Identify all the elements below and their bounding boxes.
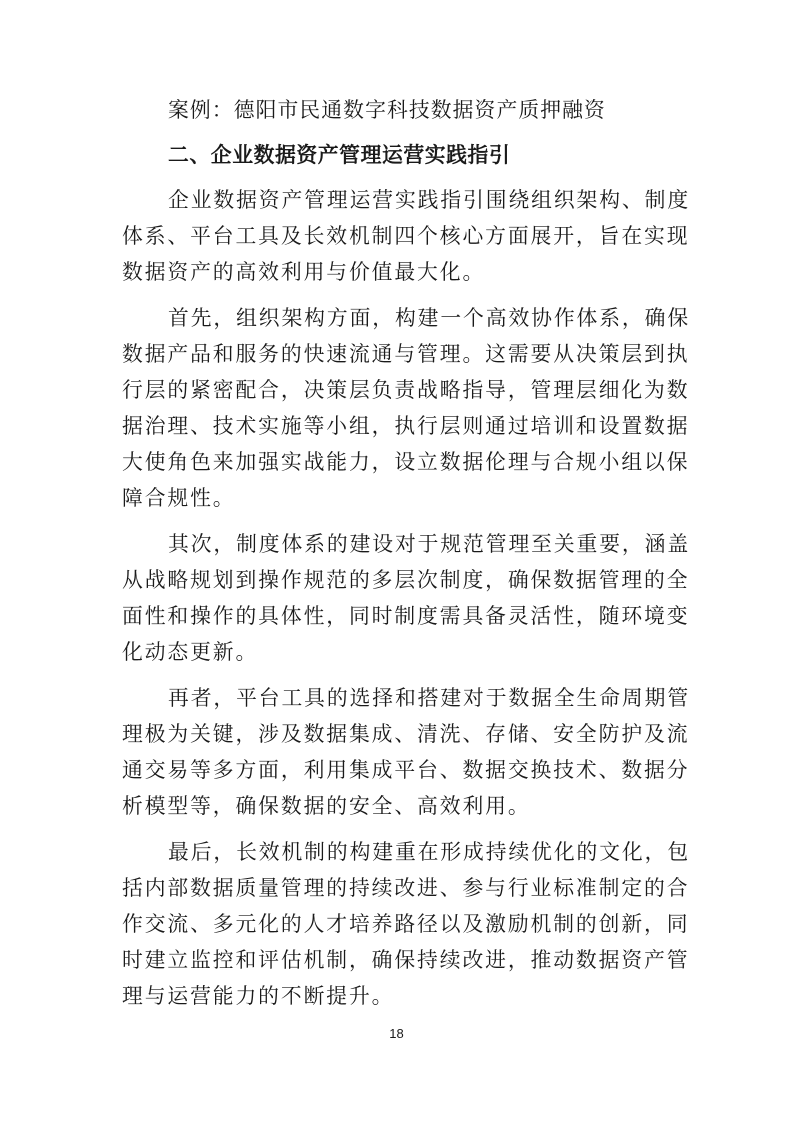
document-page xyxy=(122,92,691,1014)
paragraph-line: 作交流、多元化的人才培养路径以及激励机制的创新，同 xyxy=(122,912,690,936)
paragraph-line: 从战略规划到操作规范的多层次制度，确保数据管理的全 xyxy=(122,568,690,592)
paragraph-line: 首先，组织架构方面，构建一个高效协作体系，确保 xyxy=(168,306,691,330)
paragraph-platform xyxy=(122,680,691,824)
paragraph-line: 再者，平台工具的选择和搭建对于数据全生命周期管 xyxy=(168,686,691,710)
paragraph-overview xyxy=(122,182,691,290)
paragraph-system xyxy=(122,526,691,670)
paragraph-line: 理与运营能力的不断提升。 xyxy=(122,984,395,1008)
paragraph-line: 企业数据资产管理运营实践指引围绕组织架构、制度 xyxy=(168,188,691,212)
paragraph-line: 时建立监控和评估机制，确保持续改进，推动数据资产管 xyxy=(122,948,690,972)
paragraph-organization xyxy=(122,300,691,516)
paragraph-line: 数据产品和服务的快速流通与管理。这需要从决策层到执 xyxy=(122,342,690,366)
paragraph-line: 化动态更新。 xyxy=(122,640,259,664)
paragraph-line: 障合规性。 xyxy=(122,486,236,510)
paragraph-line: 体系、平台工具及长效机制四个核心方面展开，旨在实现 xyxy=(122,224,690,248)
paragraph-line: 析模型等，确保数据的安全、高效利用。 xyxy=(122,794,531,818)
paragraph-line: 据治理、技术实施等小组，执行层则通过培训和设置数据 xyxy=(122,414,690,438)
paragraph-line: 面性和操作的具体性，同时制度需具备灵活性，随环境变 xyxy=(122,604,690,628)
paragraph-line: 通交易等多方面，利用集成平台、数据交换技术、数据分 xyxy=(122,758,690,782)
paragraph-line: 数据资产的高效利用与价值最大化。 xyxy=(122,260,486,284)
page-number: 18 xyxy=(389,1026,404,1041)
section-heading: 二、企业数据资产管理运营实践指引 xyxy=(168,143,511,167)
paragraph-line: 其次，制度体系的建设对于规范管理至关重要，涵盖 xyxy=(168,532,691,556)
paragraph-mechanism xyxy=(122,834,691,1014)
paragraph-line: 大使角色来加强实战能力，设立数据伦理与合规小组以保 xyxy=(122,450,690,474)
paragraph-line: 行层的紧密配合，决策层负责战略指导，管理层细化为数 xyxy=(122,378,690,402)
paragraph-line: 括内部数据质量管理的持续改进、参与行业标准制定的合 xyxy=(122,876,690,900)
paragraph-line: 最后，长效机制的构建重在形成持续优化的文化，包 xyxy=(168,840,691,864)
paragraph-line: 理极为关键，涉及数据集成、清洗、存储、安全防护及流 xyxy=(122,722,690,746)
case-example-line: 案例：德阳市民通数字科技数据资产质押融资 xyxy=(168,98,606,122)
